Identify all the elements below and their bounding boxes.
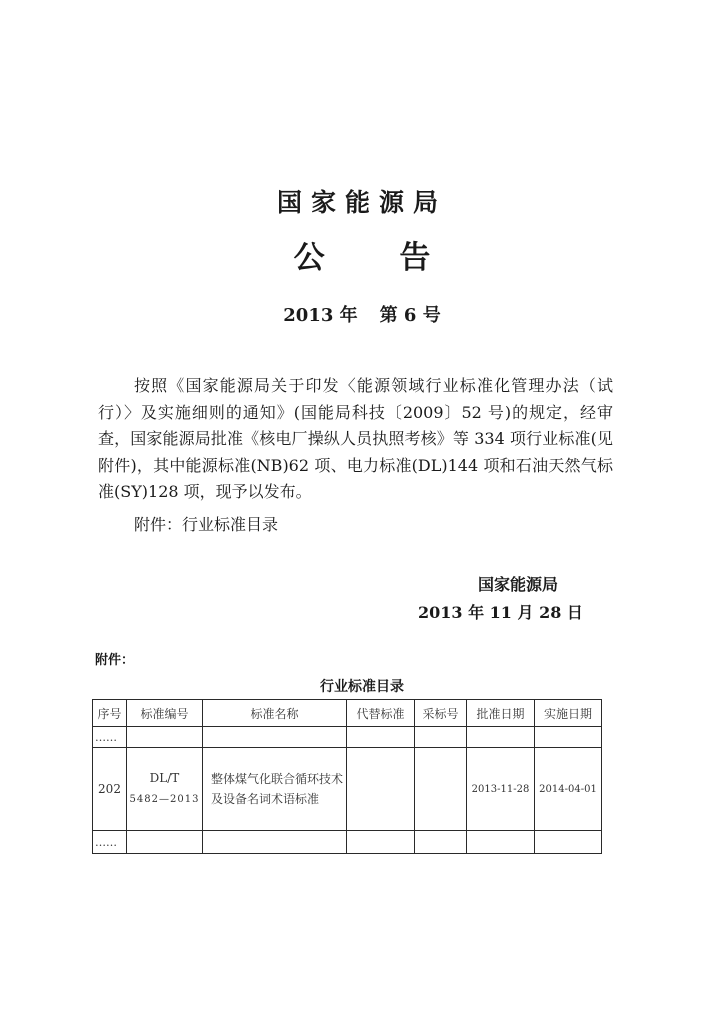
issue-number (0, 301, 724, 327)
attachment-note: 附件：行业标准目录 (134, 515, 279, 534)
ellipsis-cell: …… (93, 727, 127, 748)
cell-seq: 202 (93, 748, 127, 831)
table-header-row (93, 700, 602, 727)
issuing-agency: 国家能源局 (276, 188, 447, 217)
col-header-name: 标准名称 (203, 700, 347, 727)
signature-date: 2013 年 11 月 28 日 (418, 603, 583, 622)
announcement-body (98, 373, 613, 506)
table-row-ellipsis-end (93, 831, 602, 854)
ellipsis-cell-end: …… (93, 831, 127, 854)
cell-adopted (415, 748, 467, 831)
code-line1: DL/T (149, 771, 180, 785)
appendix-label: 附件： (95, 653, 135, 668)
cell-replaced (347, 748, 415, 831)
cell-name: 整体煤气化联合循环技术及设备名词术语标准 (203, 748, 347, 831)
cell-code (127, 748, 203, 831)
issue-year: 2013 年 (283, 305, 358, 326)
table-row-ellipsis (93, 727, 602, 748)
signature-org: 国家能源局 (478, 575, 559, 594)
cell-approved: 2013-11-28 (467, 748, 535, 831)
table-title: 行业标准目录 (320, 679, 404, 695)
table-row (93, 748, 602, 831)
col-header-approved: 批准日期 (467, 700, 535, 727)
issue-no: 第 6 号 (379, 305, 441, 326)
col-header-replaced: 代替标准 (347, 700, 415, 727)
col-header-adopted: 采标号 (415, 700, 467, 727)
col-header-seq: 序号 (93, 700, 127, 727)
col-header-code: 标准编号 (127, 700, 203, 727)
cell-effective: 2014-04-01 (535, 748, 602, 831)
document-type: 公 告 (293, 240, 463, 276)
col-header-effective: 实施日期 (535, 700, 602, 727)
code-line2: 5482—2013 (129, 794, 200, 805)
standards-table (92, 699, 602, 854)
announcement-paragraph: 按照《国家能源局关于印发〈能源领域行业标准化管理办法（试行）〉及实施细则的通知》(国能局科技〔2009〕52 号)的规定，经审查，国家能源局批准《核电厂操纵人员执照考核》等 334 项行业标准(见附件)，其中能源标准(NB)62 项、电力标准(DL)144 项和石油天然气标准(SY)128 项，现予以发布。 (98, 376, 613, 501)
